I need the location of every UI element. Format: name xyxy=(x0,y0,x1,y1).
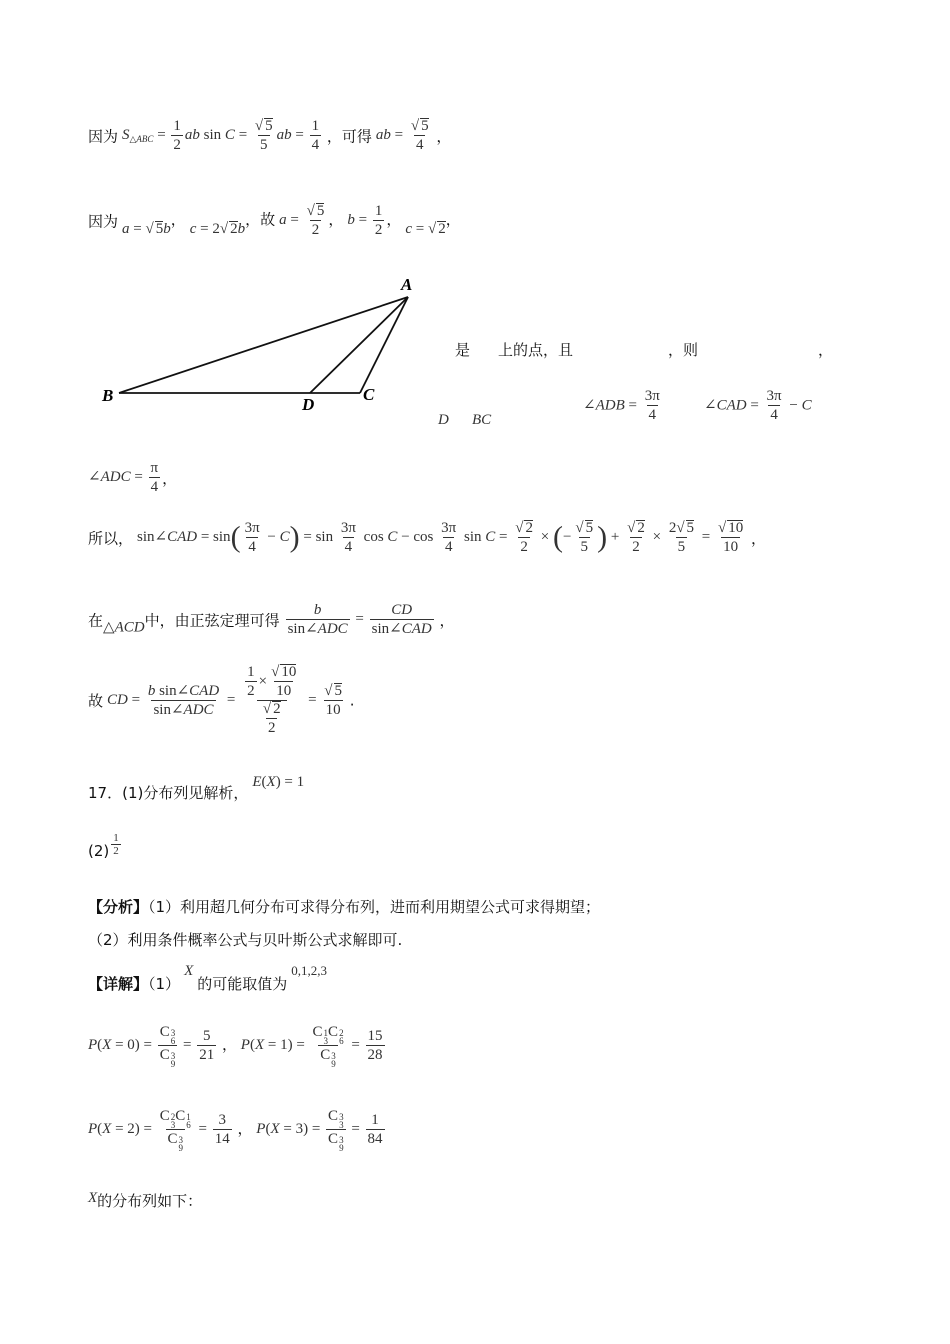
var-d: D xyxy=(438,412,449,428)
analysis-line-1 xyxy=(88,896,600,917)
text: 因为 xyxy=(88,212,119,231)
text: ， xyxy=(170,210,186,229)
formula-cd: CD = $\frac{\text{b sin∠CAD}}{\text{sin∠ADC}}$ = $\frac{1}{2}$ × $\frac{√ 10}{10}$ $\frac{√ 2}{2}$ = $\frac{√ 5}{10}$ xyxy=(107,664,343,736)
text: ，可得 xyxy=(326,127,372,146)
formula-sin-cad: sin∠CAD = sin( $\frac{3\pi}{4}$ − C) = sin $\frac{3\pi}{4}$ cos C − cos $\frac{3\pi}{4}$ sin C = $\frac{√ 2}{2}$ × (− $\frac{√ 5}{5}$ ) + $\frac{√ 2}{2}$ × $\frac{2√ 5}{5}$ = $\frac{√ 10}{10}$ xyxy=(137,520,744,555)
label-c: C xyxy=(363,385,375,404)
formula-b-value: b = $\frac{1}{2}$ xyxy=(347,203,383,238)
line-adc xyxy=(88,460,177,496)
text: 的可能取值为 xyxy=(197,975,288,993)
q17-line xyxy=(88,773,304,803)
label-d: D xyxy=(302,395,315,414)
text: （2）利用条件概率公式与贝叶斯公式求解即可. xyxy=(88,931,403,949)
line-cd xyxy=(88,664,355,737)
detail-line xyxy=(88,962,327,994)
text: 因为 xyxy=(88,127,119,146)
label-b: B xyxy=(102,386,114,405)
distribution-heading xyxy=(88,1190,202,1211)
formula-triangle-acd: △ACD xyxy=(103,619,145,636)
formula-area: $S_{\triangle ABC}$ = $\frac{1}{2}$ ab sin C = $\frac{√ 5}{5}$ ab = $\frac{1}{4}$ xyxy=(122,118,320,153)
line-area xyxy=(88,118,451,154)
var-bc: BC xyxy=(472,412,492,428)
text: ， xyxy=(439,611,455,630)
formula-p1: P(X = 1) = C 1 3 C 2 6 C 3 9 = $\frac{15}{28}$ xyxy=(240,1024,383,1069)
segment-ad xyxy=(310,297,408,393)
line-sides xyxy=(88,203,461,239)
analysis-line-2 xyxy=(88,929,402,950)
text: ， xyxy=(436,127,452,146)
formula-p3: P(X = 3) = C 3 3 C 3 9 = $\frac{1}{84}$ xyxy=(256,1108,383,1153)
formula-p2: P(X = 2) = C 2 3 C 1 6 C 3 9 = $\frac{3}{14}$ xyxy=(88,1108,230,1153)
formula-adb: ∠ADB = $\frac{3\pi}{4}$ xyxy=(583,388,660,423)
text: ， xyxy=(162,469,178,488)
triangle-figure xyxy=(95,270,425,415)
line-sine-law xyxy=(88,602,454,638)
formula-adc: ∠ADC = $\frac{\pi}{4}$ xyxy=(88,460,159,495)
text: 上的点，且 xyxy=(498,341,574,359)
text: . xyxy=(349,691,355,710)
line-sin-cad xyxy=(88,520,766,556)
formula-ab: ab = $\frac{√ 5}{4}$ xyxy=(375,118,429,153)
text: (2) xyxy=(88,841,110,860)
formula-c: c = 2√ 2b xyxy=(189,220,246,237)
side-ab xyxy=(119,297,408,393)
formula-a-value: a = $\frac{√ 5}{2}$ xyxy=(279,203,325,238)
text: 所以， xyxy=(88,529,134,548)
text: ， xyxy=(386,210,402,229)
text: 中，由正弦定理可得 xyxy=(144,611,280,630)
detail-tag: 【详解】 xyxy=(88,975,149,993)
formula-p0: P(X = 0) = C 3 6 C 3 9 = $\frac{5}{21}$ xyxy=(88,1024,215,1069)
text: ， xyxy=(751,529,767,548)
text: ，则 xyxy=(668,341,699,359)
text: ， xyxy=(445,210,461,229)
label-a: A xyxy=(401,275,413,294)
var-x: X xyxy=(88,1190,98,1206)
text: （1） xyxy=(148,975,181,993)
text: ， xyxy=(328,210,344,229)
var-x: X xyxy=(184,963,194,979)
text: ，故 xyxy=(245,210,276,229)
formula-sine-law: $\frac{b}{\text{sin∠ADC}}$ = $\frac{CD}{\text{sin∠CAD}}$ xyxy=(287,602,432,637)
formula-a: a = √ 5b xyxy=(122,220,171,237)
text: 是 xyxy=(455,341,471,359)
text: 的分布列如下： xyxy=(97,1192,203,1210)
formula-expectation: E(X) = 1 xyxy=(252,774,305,790)
formula-c-value: c = √ 2 xyxy=(405,220,446,237)
prob-row-1 xyxy=(88,1024,387,1068)
text: 故 xyxy=(88,692,104,710)
q17-part2 xyxy=(88,832,123,860)
text: ， xyxy=(237,1119,253,1138)
text: 在 xyxy=(88,611,104,630)
formula-cad: ∠CAD = $\frac{3\pi}{4}$ − C xyxy=(704,388,812,423)
analysis-tag: 【分析】 xyxy=(88,898,149,916)
text: ， xyxy=(818,341,834,359)
prob-row-2 xyxy=(88,1108,387,1152)
values-x: 0,1,2,3 xyxy=(291,963,327,978)
text: （1）利用超几何分布可求得分布列，进而利用期望公式可求得期望； xyxy=(148,898,601,916)
question-number: 17．(1)分布列见解析， xyxy=(88,784,249,802)
formula-half: $\frac{1}{2}$ xyxy=(113,832,119,857)
text: ， xyxy=(222,1035,238,1054)
